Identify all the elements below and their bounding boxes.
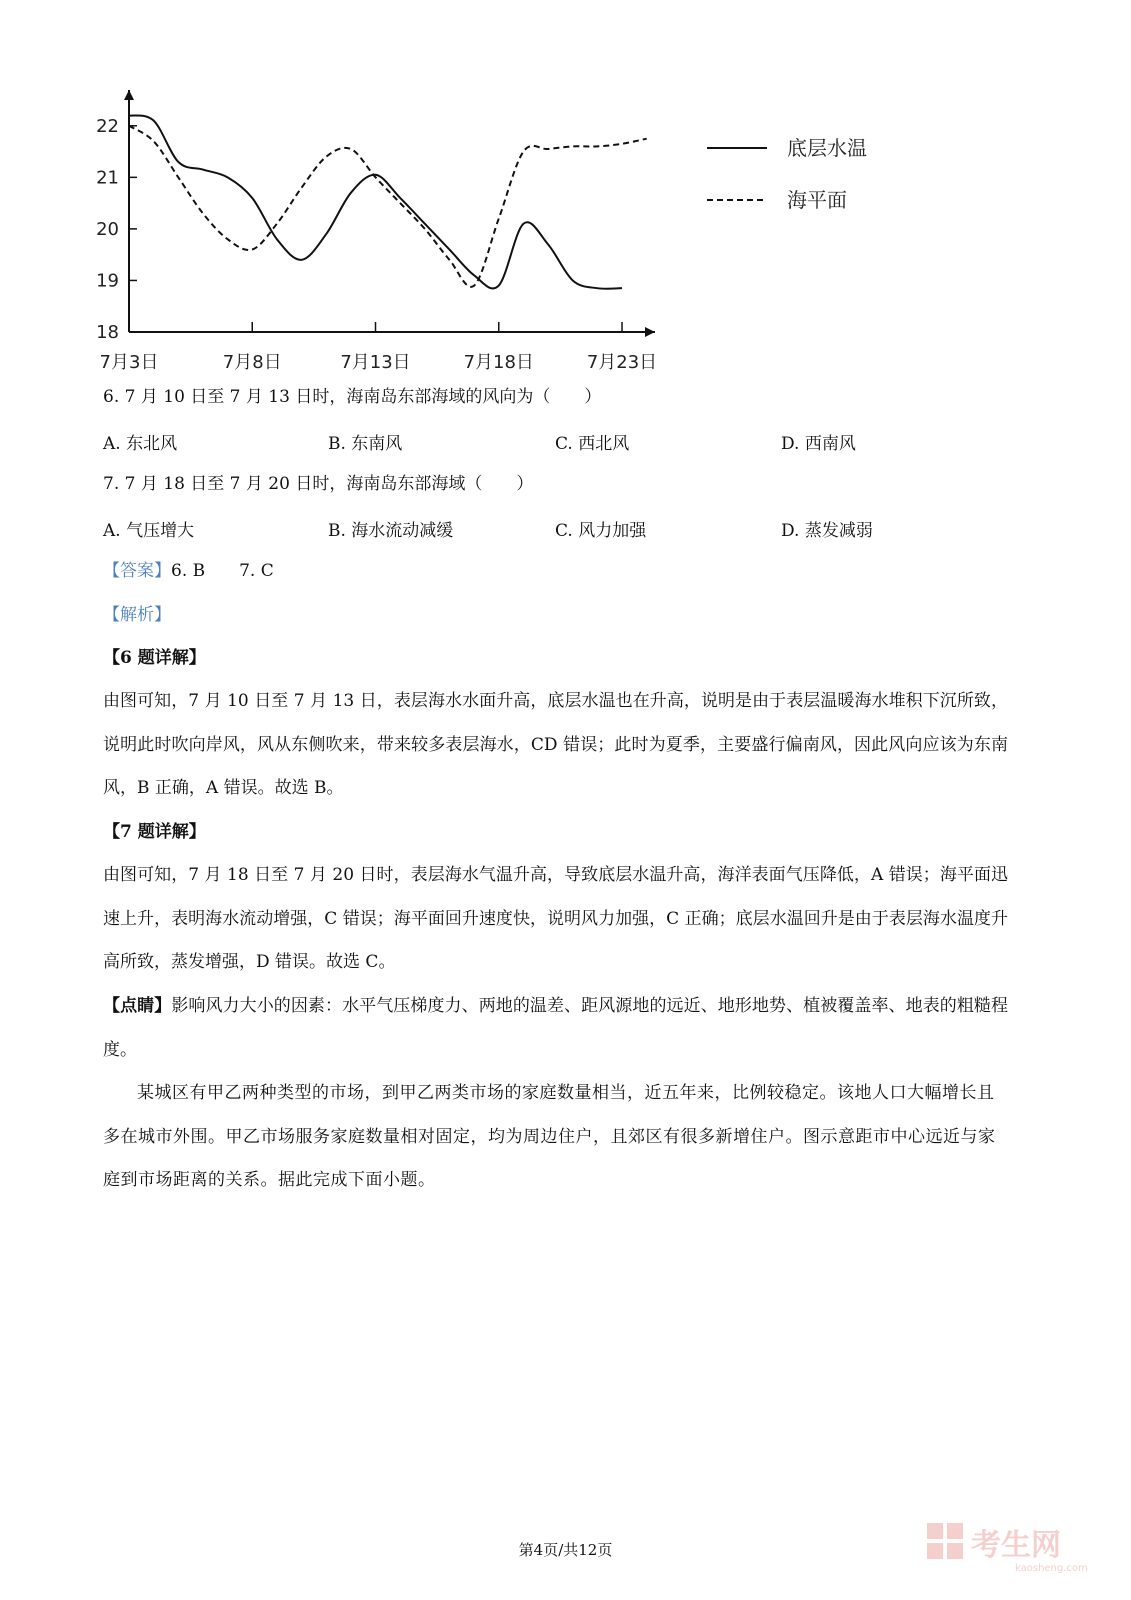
tip-text: 影响风力大小的因素：水平气压梯度力、两地的温差、距风源地的远近、地形地势、植被覆盖率、地表的粗糙程度。 — [103, 996, 1009, 1060]
y-tick-label: 22 — [96, 115, 119, 137]
passage-text: 某城区有甲乙两种类型的市场，到甲乙两类市场的家庭数量相当，近五年来，比例较稳定。该地人口大幅增长且多在城市外围。甲乙市场服务家庭数量相对固定，均为周边住户，且郊区有很多新增住户。图示意距市中心远近与家庭到市场距离的关系。据此完成下面小题。 — [103, 1083, 996, 1190]
answer-line — [103, 559, 274, 583]
chart-series — [129, 115, 647, 288]
tip-block — [103, 985, 1008, 1072]
q6-option-a: A. 东北风 — [103, 434, 178, 454]
x-tick-label: 7月23日 — [586, 352, 658, 373]
x-axis-arrow — [645, 327, 655, 337]
series-line-bottom-water-temp — [129, 115, 622, 288]
y-tick-label: 18 — [96, 322, 119, 343]
tip-label: 【点睛】 — [103, 996, 172, 1016]
line-chart — [95, 80, 895, 380]
q7-option-b: B. 海水流动减缓 — [328, 521, 454, 541]
analysis-label: 【解析】 — [103, 605, 171, 625]
q6-option-b: B. 东南风 — [328, 434, 403, 454]
watermark-url: kaosheng.com — [1015, 1563, 1088, 1574]
y-tick-label: 19 — [96, 270, 119, 292]
watermark-text: 考生网 — [971, 1528, 1061, 1563]
answer-label: 【答案】 — [103, 561, 171, 581]
x-tick-label: 7月8日 — [222, 352, 282, 373]
y-tick-label: 21 — [96, 167, 119, 189]
detail-6-title: 【6 题详解】 — [103, 648, 206, 668]
detail-7-text: 由图可知，7 月 18 日至 7 月 20 日时，表层海水气温升高，导致底层水温升高，海洋表面气压降低，A 错误；海平面迅速上升，表明海水流动增强，C 错误；海平面回升速度快，说明风力加强，C 正确；底层水温回升是由于表层海水温度升高所致，蒸发增强，D 错误。故选 C。 — [103, 865, 1008, 972]
y-axis-arrow — [124, 90, 134, 100]
page-footer: 第4页/共12页 — [518, 1541, 613, 1559]
series-line-sea-level — [129, 126, 647, 287]
x-tick-label: 7月18日 — [463, 352, 534, 373]
y-tick-labels — [96, 116, 137, 343]
q6-option-c: C. 西北风 — [555, 434, 630, 454]
q7-option-a: A. 气压增大 — [103, 521, 195, 541]
q6-option-d: D. 西南风 — [781, 434, 856, 454]
question-6-stem: 6. 7 月 10 日至 7 月 13 日时，海南岛东部海域的风向为（ ） — [103, 387, 602, 407]
legend-label: 底层水温 — [787, 136, 867, 160]
question-7-stem: 7. 7 月 18 日至 7 月 20 日时，海南岛东部海域（ ） — [103, 474, 534, 494]
q7-option-d: D. 蒸发减弱 — [781, 521, 873, 541]
detail-6-text: 由图可知，7 月 10 日至 7 月 13 日，表层海水水面升高，底层水温也在升高，说明是由于表层温暖海水堆积下沉所致，说明此时吹向岸风，风从东侧吹来，带来较多表层海水，CD 错误；此时为夏季，主要盛行偏南风，因此风向应该为东南风，B 正确，A 错误。故选 B。 — [103, 691, 1008, 798]
chart-axes — [124, 90, 655, 337]
x-tick-label: 7月13日 — [340, 352, 411, 373]
x-tick-label: 7月3日 — [99, 352, 159, 373]
answer-text: 6. B 7. C — [171, 561, 274, 581]
chart-legend — [707, 136, 867, 212]
x-tick-labels — [100, 322, 658, 373]
watermark-logo — [925, 1515, 1105, 1575]
watermark-cross-icon — [927, 1523, 963, 1559]
detail-7-title: 【7 题详解】 — [103, 822, 206, 842]
q7-option-c: C. 风力加强 — [555, 521, 647, 541]
y-tick-label: 20 — [96, 218, 119, 240]
legend-label: 海平面 — [787, 188, 847, 212]
